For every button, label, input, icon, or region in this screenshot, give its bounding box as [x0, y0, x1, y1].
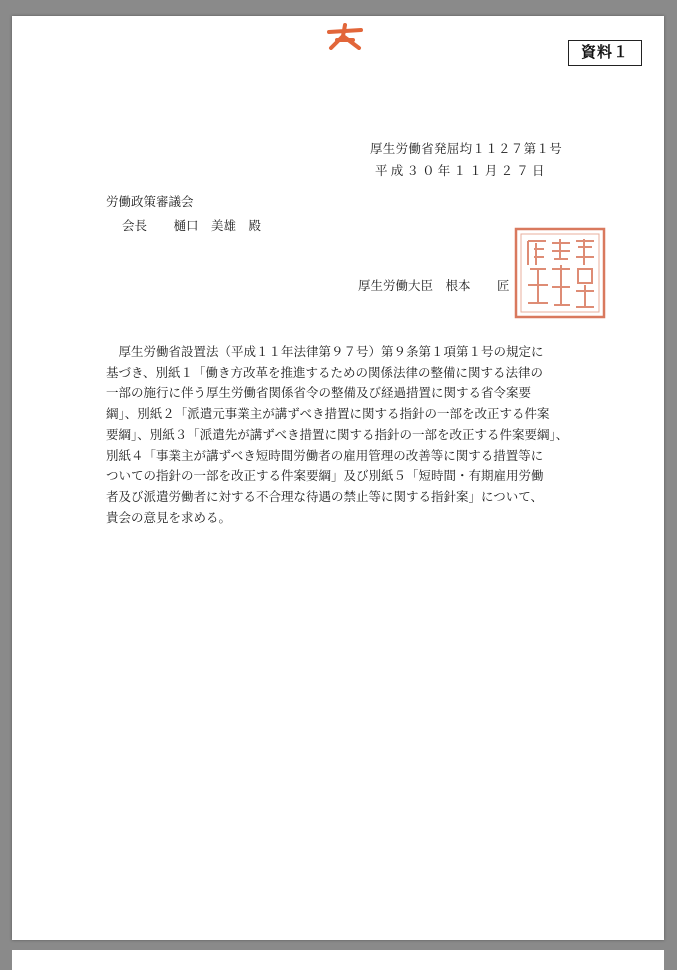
body-line: 厚生労働省設置法（平成１１年法律第９７号）第９条第１項第１号の規定に [106, 344, 544, 359]
body-line: ついての指針の一部を改正する件案要綱」及び別紙５「短時間・有期雇用労働 [106, 468, 544, 484]
body-line: 者及び派遣労働者に対する不合理な待遇の禁止等に関する指針案」について、 [106, 488, 544, 504]
next-page-edge [12, 950, 664, 970]
recipient-council: 労働政策審議会 [106, 194, 194, 209]
official-seal [512, 225, 608, 321]
body-line: 基づき、別紙１「働き方改革を推進するための関係法律の整備に関する法律の [106, 364, 544, 380]
body-line: 綱」、別紙２「派遣元事業主が講ずべき措置に関する指針の一部を改正する件案 [106, 406, 550, 422]
document-number: 厚生労働省発屈均１１２７第１号 [370, 141, 563, 156]
recipient-chair: 会長 樋口 美雄 殿 [122, 218, 261, 233]
document-page [12, 16, 664, 940]
body-line: 要綱」、別紙３「派遣先が講ずべき措置に関する指針の一部を改正する件案要綱」、 [106, 426, 569, 442]
body-line: 貴会の意見を求める。 [106, 509, 232, 525]
document-label: 資料１ [568, 40, 642, 66]
body-paragraph [106, 342, 618, 528]
document-date: 平成３０年１１月２７日 [375, 163, 548, 178]
body-line: 別紙４「事業主が講ずべき短時間労働者の雇用管理の改善等に関する措置等に [106, 447, 544, 463]
sender: 厚生労働大臣 根本 匠 [358, 278, 510, 293]
body-line: 一部の施行に伴う厚生労働省関係省令の整備及び経過措置に関する省令案要 [106, 385, 532, 401]
received-stamp-mark [325, 22, 365, 50]
